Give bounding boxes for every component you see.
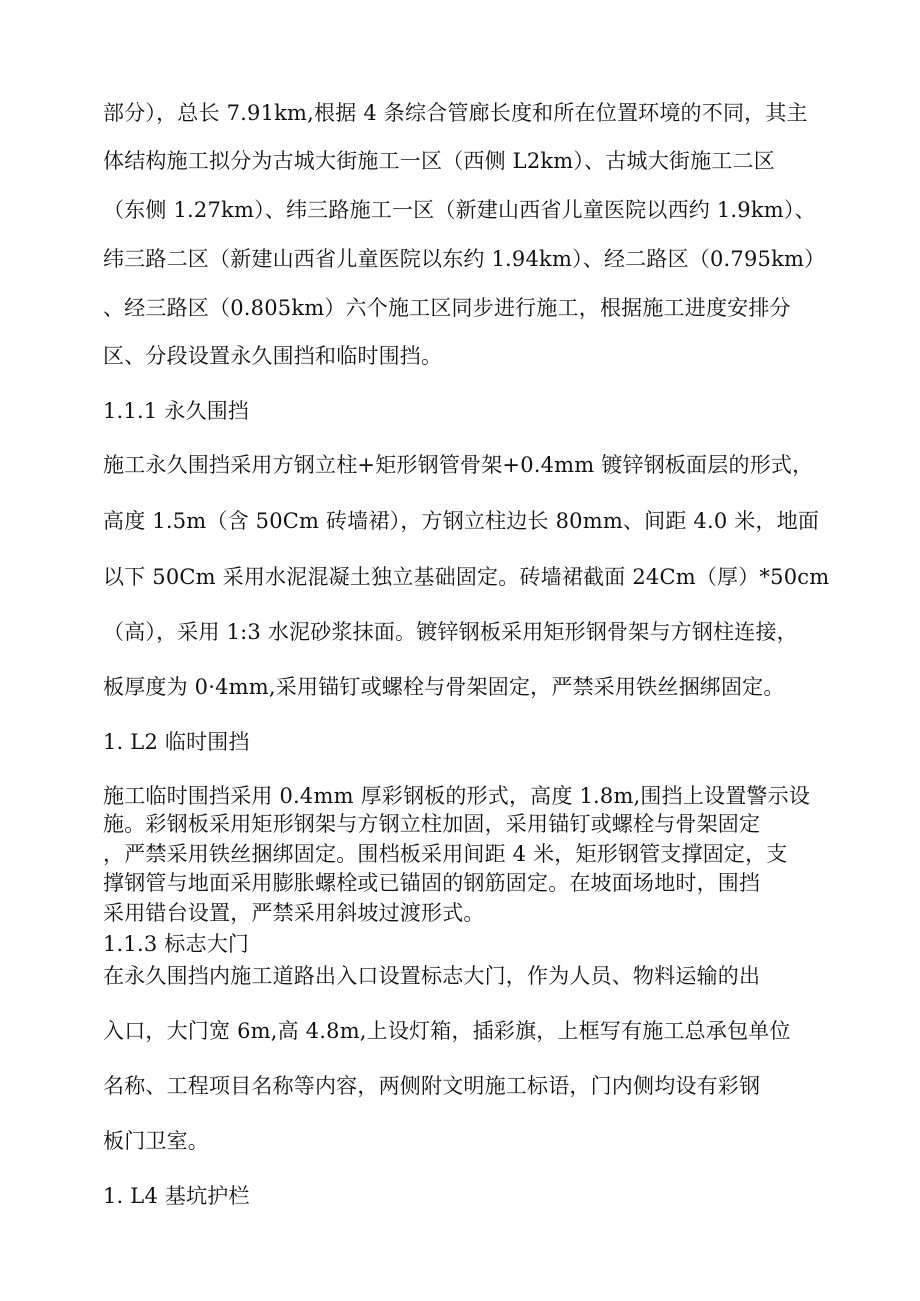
text-line: 名称、工程项目名称等内容，两侧附文明施工标语，门内侧均设有彩钢: [103, 1074, 761, 1098]
text-line: 撑钢管与地面采用膨胀螺栓或已锚固的钢筋固定。在坡面场地时，围挡: [103, 871, 761, 895]
text-line: ，严禁采用铁丝捆绑固定。围档板采用间距 4 米，矩形钢管支撑固定，支: [103, 842, 788, 866]
text-line: 体结构施工拟分为古城大街施工一区（西侧 L2km）、古城大街施工二区: [103, 149, 775, 173]
text-line: （高），采用 1:3 水泥砂浆抹面。镀锌钢板采用矩形钢骨架与方钢柱连接，: [103, 620, 798, 644]
section-heading: 1. L4 基坑护栏: [103, 1184, 250, 1208]
text-line: 入口，大门宽 6m,高 4.8m,上设灯箱，插彩旗，上框写有施工总承包单位: [103, 1019, 791, 1043]
text-line: 高度 1.5m（含 50Cm 砖墙裙），方钢立柱边长 80mm、间距 4.0 米，地面: [103, 509, 820, 533]
text-line: 纬三路二区（新建山西省儿童医院以东约 1.94km）、经二路区（0.795km）: [103, 247, 826, 271]
section-heading: 1.1.3 标志大门: [103, 932, 250, 956]
text-line: 板门卫室。: [103, 1129, 209, 1153]
text-line: 施工永久围挡采用方钢立柱+矩形钢管骨架+0.4mm 镀锌钢板面层的形式，: [103, 453, 814, 477]
section-heading: 1.1.1 永久围挡: [103, 399, 250, 423]
text-line: 以下 50Cm 采用水泥混凝土独立基础固定。砖墙裙截面 24Cm（厚）*50cm: [103, 565, 830, 589]
text-line: 区、分段设置永久围挡和临时围挡。: [103, 344, 443, 368]
text-line: 板厚度为 0·4mm,采用锚钉或螺栓与骨架固定，严禁采用铁丝捆绑固定。: [103, 675, 785, 699]
text-line: 采用错台设置，严禁采用斜坡过渡形式。: [103, 901, 485, 925]
text-line: 施。彩钢板采用矩形钢架与方钢立柱加固，采用锚钉或螺栓与骨架固定: [103, 812, 761, 836]
text-line: 、经三路区（0.805km）六个施工区同步进行施工，根据施工进度安排分: [103, 296, 791, 320]
text-line: （东侧 1.27km）、纬三路施工一区（新建山西省儿童医院以西约 1.9km）、: [103, 198, 816, 222]
text-line: 部分），总长 7.91km,根据 4 条综合管廊长度和所在位置环境的不同，其主: [103, 101, 808, 125]
section-heading: 1. L2 临时围挡: [103, 730, 250, 754]
text-line: 施工临时围挡采用 0.4mm 厚彩钢板的形式，高度 1.8m,围挡上设置警示设: [103, 784, 811, 808]
text-line: 在永久围挡内施工道路出入口设置标志大门，作为人员、物料运输的出: [103, 964, 761, 988]
